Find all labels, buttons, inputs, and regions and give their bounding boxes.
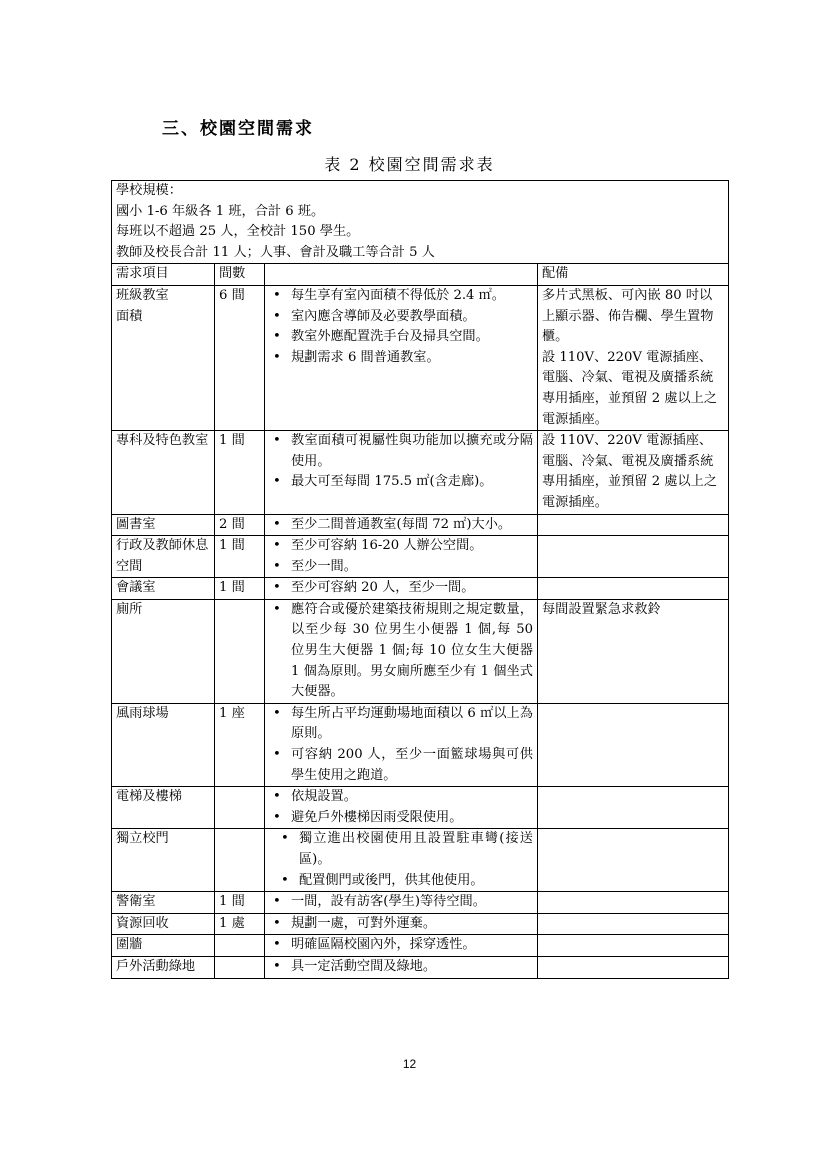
school-info-line: 學校規模： (116, 183, 182, 198)
equipment-cell (538, 514, 729, 536)
spec-cell (265, 787, 538, 829)
spec-cell (265, 703, 538, 786)
table-row (112, 892, 729, 914)
spec-item: • 具一定活動空間及綠地。 (291, 957, 533, 978)
spec-cell (265, 431, 538, 514)
spec-list (269, 286, 533, 368)
equipment-cell (538, 829, 729, 892)
spec-cell (265, 285, 538, 430)
school-info-line: 教師及校長合計 11 人；人事、會計及職工等合計 5 人 (116, 244, 435, 260)
spec-cell (265, 935, 538, 957)
item-cell: 圍牆 (112, 935, 215, 957)
spec-cell (265, 829, 538, 892)
spec-item: • 配置側門或後門，供其他使用。 (299, 871, 533, 892)
count-cell (215, 935, 265, 957)
count-cell (215, 599, 265, 703)
spec-item: • 至少可容納 16-20 人辦公空間。 (291, 536, 533, 557)
table-row (112, 514, 729, 536)
count-cell (215, 829, 265, 892)
school-info-row (112, 181, 729, 264)
spec-item: • 每生所占平均運動場地面積以 6 ㎡以上為原則。 (291, 704, 533, 745)
spec-item: • 避免戶外樓梯因雨受限使用。 (291, 808, 533, 829)
spec-item: • 最大可至每間 175.5 ㎡(含走廊)。 (291, 472, 533, 493)
spec-item: • 至少二間普通教室(每間 72 ㎡)大小。 (291, 515, 533, 536)
spec-item: • 教室外應配置洗手台及掃具空間。 (291, 327, 533, 348)
item-cell: 風雨球場 (112, 703, 215, 786)
school-info-line: 國小 1-6 年級各 1 班，合計 6 班。 (116, 203, 325, 219)
spec-item: • 每生享有室內面積不得低於 2.4 ㎡。 (291, 286, 533, 307)
equipment-cell (538, 536, 729, 578)
spec-item: • 至少一間。 (291, 557, 533, 578)
spec-list (269, 892, 533, 913)
equipment-cell (538, 935, 729, 957)
count-cell (215, 787, 265, 829)
space-requirements-table (111, 180, 729, 979)
header-count: 間數 (215, 264, 265, 286)
table-row (112, 956, 729, 978)
equipment-cell: 多片式黑板、可內嵌 80 吋以上顯示器、佈告欄、學生置物櫃。 設 110V、220V 電源插座、電腦、冷氣、電視及廣播系統專用插座，並預留 2 處以上之電源插座。 (538, 285, 729, 430)
spec-list (269, 914, 533, 935)
count-cell: 6 間 (215, 285, 265, 430)
spec-item: • 教室面積可視屬性與功能加以擴充或分隔使用。 (291, 431, 533, 472)
section-heading: 三、校園空間需求 (162, 119, 314, 139)
table-caption: 表 2 校園空間需求表 (324, 155, 495, 174)
count-cell: 1 座 (215, 703, 265, 786)
equipment-cell (538, 703, 729, 786)
spec-item: • 一間，設有訪客(學生)等待空間。 (291, 892, 533, 913)
table-row (112, 703, 729, 786)
spec-list (269, 787, 533, 828)
spec-item: • 可容納 200 人，至少一面籃球場與可供學生使用之跑道。 (291, 745, 533, 786)
table-row (112, 431, 729, 514)
item-cell: 警衛室 (112, 892, 215, 914)
count-cell: 1 間 (215, 536, 265, 578)
item-cell: 戶外活動綠地 (112, 956, 215, 978)
spec-cell (265, 578, 538, 600)
spec-item: • 依規設置。 (291, 787, 533, 808)
spec-item: • 應符合或優於建築技術規則之規定數量，以至少每 30 位男生小便器 1 個,每 50 位男生大便器 1 個;每 10 位女生大便器 1 個為原則。男女廁所應至少有 1 個坐式大便器。 (291, 600, 533, 703)
equipment-cell (538, 578, 729, 600)
school-info-cell (112, 181, 729, 264)
spec-list (269, 935, 533, 956)
page-number: 12 (402, 1057, 417, 1071)
spec-cell (265, 956, 538, 978)
table-row (112, 787, 729, 829)
spec-item: • 至少可容納 20 人，至少一間。 (291, 578, 533, 599)
spec-cell (265, 536, 538, 578)
equipment-cell (538, 913, 729, 935)
table-row (112, 578, 729, 600)
item-label: 班級教室 面積 (116, 287, 169, 324)
header-spec (265, 264, 538, 286)
spec-item: • 明確區隔校園內外，採穿透性。 (291, 935, 533, 956)
count-cell (215, 956, 265, 978)
spec-list (269, 829, 533, 891)
header-equipment: 配備 (538, 264, 729, 286)
count-cell: 1 間 (215, 431, 265, 514)
item-cell: 資源回收 (112, 913, 215, 935)
equipment-cell (538, 787, 729, 829)
equipment-cell (538, 956, 729, 978)
equipment-cell (538, 892, 729, 914)
item-cell: 獨立校門 (112, 829, 215, 892)
spec-list (269, 578, 533, 599)
count-cell: 1 間 (215, 892, 265, 914)
table-row (112, 599, 729, 703)
spec-item: • 規劃需求 6 間普通教室。 (291, 348, 533, 369)
item-cell: 行政及教師休息空間 (112, 536, 215, 578)
table-row (112, 935, 729, 957)
count-cell: 1 處 (215, 913, 265, 935)
spec-item: • 規劃一處，可對外運棄。 (291, 914, 533, 935)
table-row (112, 285, 729, 430)
equipment-cell: 每間設置緊急求救鈴 (538, 599, 729, 703)
table-row (112, 536, 729, 578)
school-info-line: 每班以不超過 25 人，全校計 150 學生。 (116, 224, 360, 240)
item-cell: 專科及特色教室 (112, 431, 215, 514)
spec-cell (265, 892, 538, 914)
spec-list (269, 515, 533, 536)
header-item: 需求項目 (112, 264, 215, 286)
item-cell: 會議室 (112, 578, 215, 600)
count-cell: 1 間 (215, 578, 265, 600)
count-cell: 2 間 (215, 514, 265, 536)
spec-list (269, 957, 533, 978)
item-cell (112, 285, 215, 430)
spec-list (269, 431, 533, 493)
table-row (112, 829, 729, 892)
table-row (112, 913, 729, 935)
equipment-cell: 設 110V、220V 電源插座、電腦、冷氣、電視及廣播系統專用插座，並預留 2 處以上之電源插座。 (538, 431, 729, 514)
item-cell: 圖書室 (112, 514, 215, 536)
item-cell: 電梯及樓梯 (112, 787, 215, 829)
spec-cell (265, 599, 538, 703)
spec-cell (265, 913, 538, 935)
spec-item: • 室內應含導師及必要教學面積。 (291, 307, 533, 328)
spec-item: • 獨立進出校園使用且設置駐車彎(接送區)。 (299, 829, 533, 870)
item-cell: 廁所 (112, 599, 215, 703)
spec-list (269, 600, 533, 703)
header-row (112, 264, 729, 286)
spec-cell (265, 514, 538, 536)
spec-list (269, 536, 533, 577)
spec-list (269, 704, 533, 786)
